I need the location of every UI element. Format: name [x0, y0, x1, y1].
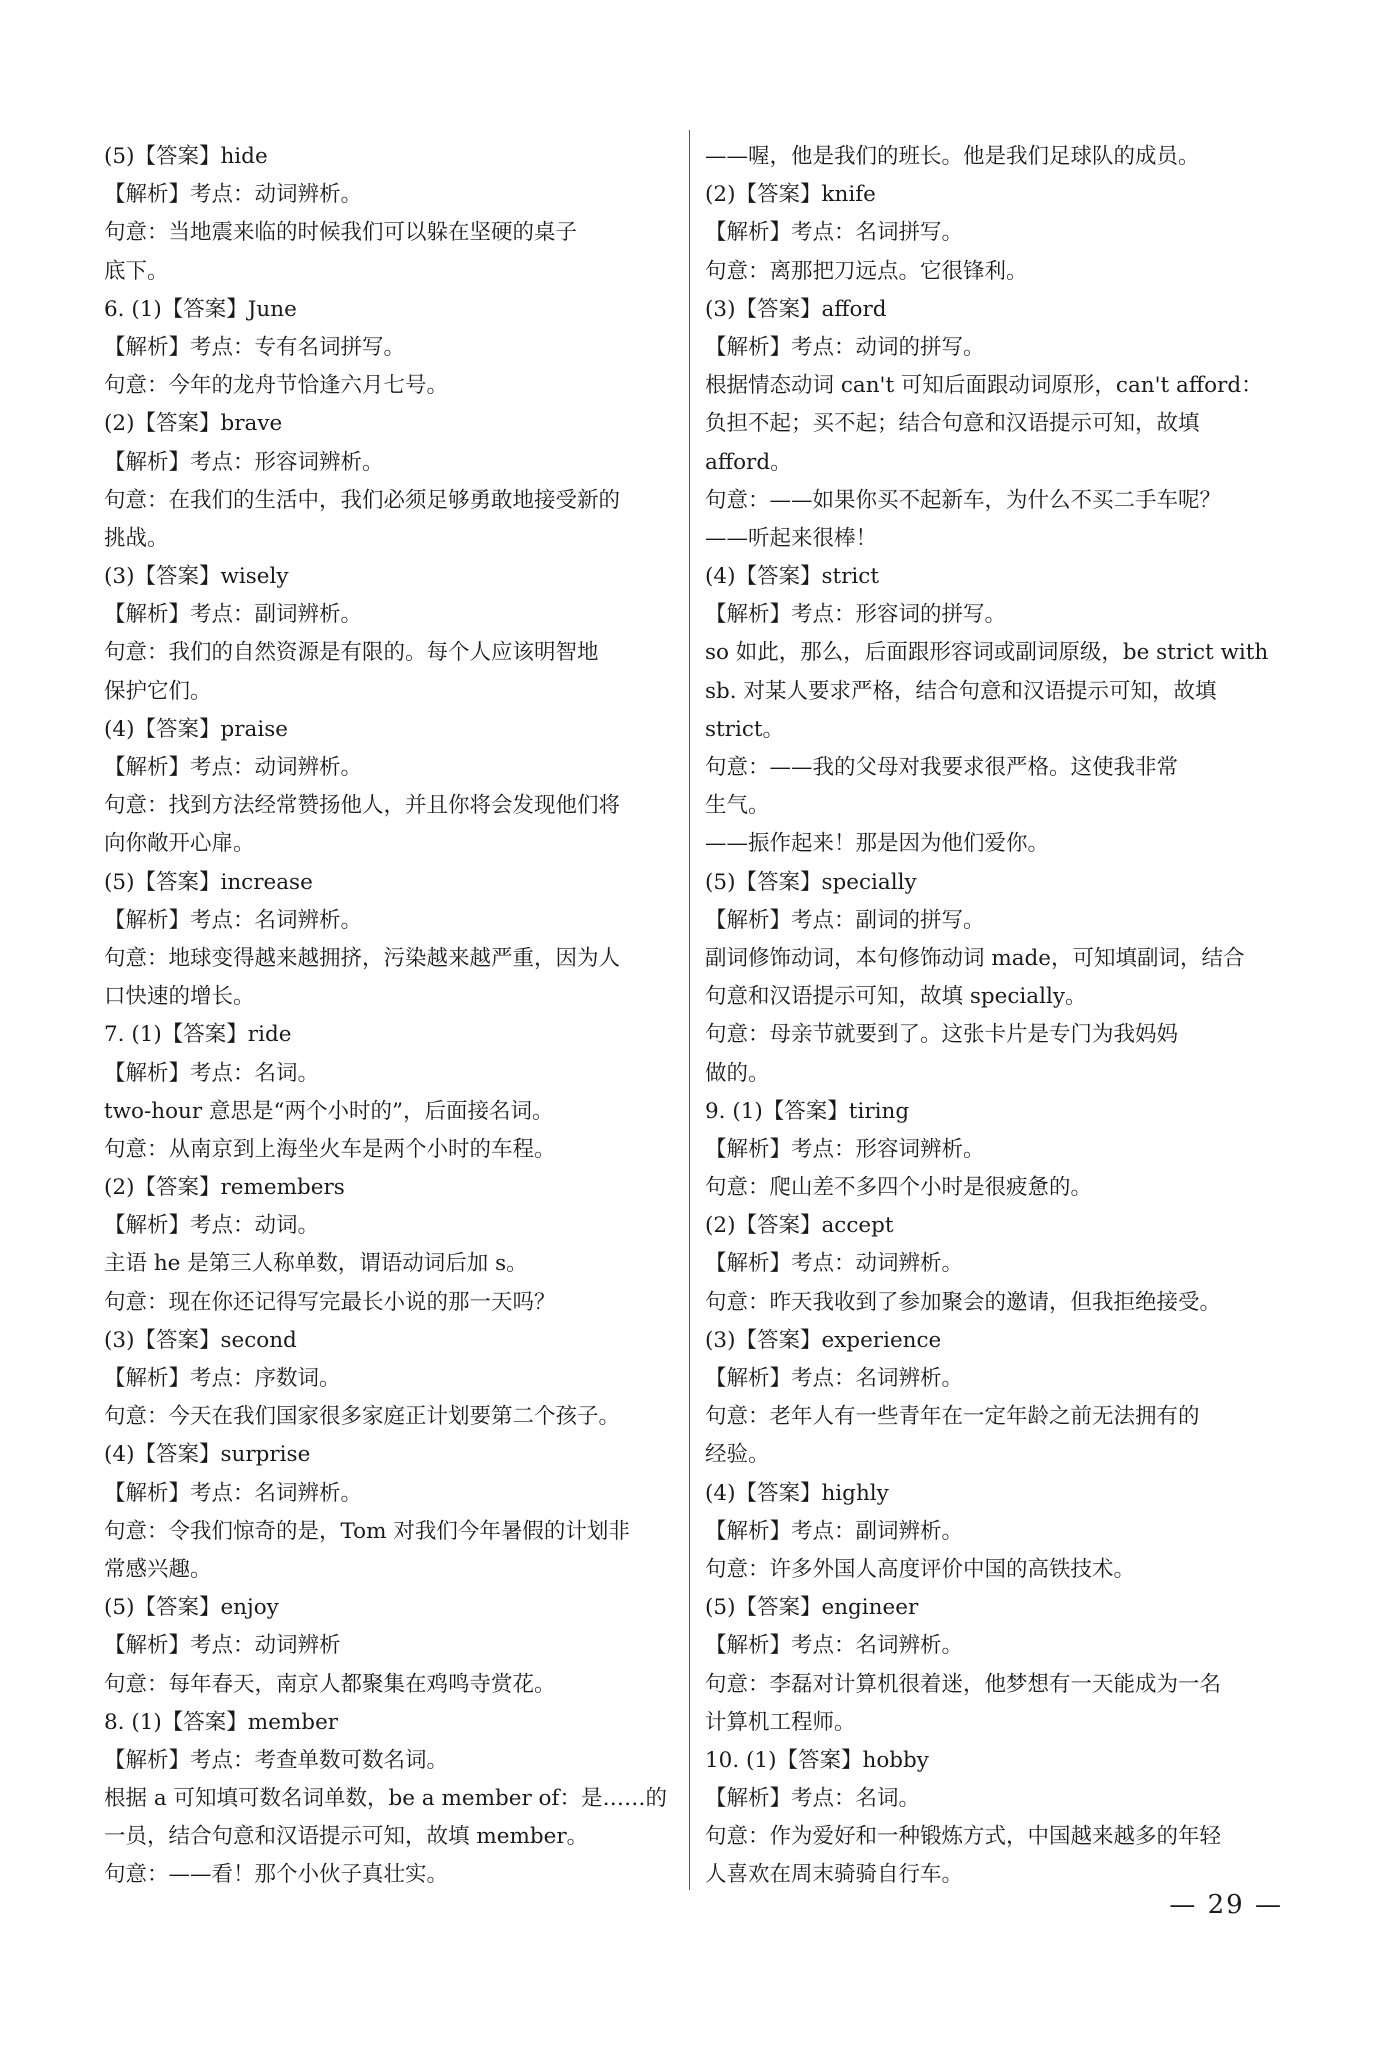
text-line: 保护它们。: [104, 678, 212, 704]
text-line: 句意：找到方法经常赞扬他人，并且你将会发现他们将: [104, 793, 621, 819]
text-line: 【解析】考点：形容词的拼写。: [705, 602, 1007, 628]
text-line: 句意：在我们的生活中，我们必须足够勇敢地接受新的: [104, 487, 621, 513]
text-line: 句意：许多外国人高度评价中国的高铁技术。: [705, 1556, 1136, 1582]
text-line: 句意：作为爱好和一种锻炼方式，中国越来越多的年轻: [705, 1824, 1222, 1850]
text-line: 句意：爬山差不多四个小时是很疲惫的。: [705, 1175, 1093, 1201]
right-column: [705, 138, 1285, 1895]
text-line: 人喜欢在周末骑骑自行车。: [705, 1862, 964, 1888]
text-line: 【解析】考点：动词的拼写。: [705, 334, 985, 360]
text-line: 【解析】考点：名词辨析。: [705, 1633, 964, 1659]
text-line: (2)【答案】accept: [705, 1213, 894, 1239]
text-line: (5)【答案】specially: [705, 869, 917, 895]
text-line: 8. (1)【答案】member: [104, 1709, 339, 1735]
text-line: sb. 对某人要求严格，结合句意和汉语提示可知，故填: [705, 678, 1217, 704]
text-line: afford。: [705, 449, 792, 475]
text-line: (5)【答案】enjoy: [104, 1595, 279, 1621]
text-line: 【解析】考点：副词辨析。: [104, 602, 363, 628]
text-line: 【解析】考点：专有名词拼写。: [104, 334, 406, 360]
text-line: 计算机工程师。: [705, 1709, 856, 1735]
text-line: 【解析】考点：副词的拼写。: [705, 907, 985, 933]
text-line: 向你敞开心扉。: [104, 831, 255, 857]
text-line: 【解析】考点：序数词。: [104, 1366, 341, 1391]
text-line: 句意：今年的龙舟节恰逢六月七号。: [104, 373, 449, 399]
text-line: (4)【答案】strict: [705, 564, 879, 590]
text-line: 句意：李磊对计算机很着迷，他梦想有一天能成为一名: [705, 1671, 1222, 1697]
text-line: 【解析】考点：考查单数可数名词。: [104, 1747, 449, 1773]
text-line: 底下。: [104, 258, 169, 284]
text-line: (4)【答案】highly: [705, 1480, 889, 1506]
text-line: 一员，结合句意和汉语提示可知，故填 member。: [104, 1824, 589, 1850]
text-line: 句意：当地震来临的时候我们可以躲在坚硬的桌子: [104, 220, 578, 246]
text-line: ——振作起来！那是因为他们爱你。: [705, 831, 1050, 857]
text-line: 【解析】考点：动词辨析。: [104, 755, 363, 780]
text-line: 副词修饰动词，本句修饰动词 made，可知填副词，结合: [705, 945, 1245, 971]
text-line: (3)【答案】afford: [705, 296, 887, 322]
text-line: (4)【答案】surprise: [104, 1442, 311, 1468]
text-line: 句意：现在你还记得写完最长小说的那一天吗？: [104, 1289, 556, 1315]
text-line: strict。: [705, 716, 785, 742]
text-line: 常感兴趣。: [104, 1556, 212, 1582]
text-line: 【解析】考点：名词辨析。: [104, 1480, 363, 1506]
text-line: 句意：我们的自然资源是有限的。每个人应该明智地: [104, 640, 599, 666]
text-line: (5)【答案】engineer: [705, 1595, 919, 1621]
text-line: 根据 a 可知填可数名词单数，be a member of：是……的: [104, 1786, 667, 1812]
text-line: 【解析】考点：名词拼写。: [705, 220, 964, 246]
text-line: 句意：离那把刀远点。它很锋利。: [705, 258, 1028, 284]
text-line: 句意：——看！那个小伙子真壮实。: [104, 1862, 449, 1888]
text-line: 句意：地球变得越来越拥挤，污染越来越严重，因为人: [104, 945, 621, 971]
text-line: 【解析】考点：名词辨析。: [705, 1366, 964, 1391]
text-line: (2)【答案】brave: [104, 411, 283, 437]
text-line: 句意：今天在我们国家很多家庭正计划要第二个孩子。: [104, 1404, 621, 1430]
text-line: 9. (1)【答案】tiring: [705, 1098, 910, 1124]
text-line: two-hour 意思是“两个小时的”，后面接名词。: [104, 1098, 554, 1124]
column-divider: [689, 130, 690, 1890]
text-line: 【解析】考点：副词辨析。: [705, 1518, 964, 1544]
text-line: ——听起来很棒！: [705, 525, 878, 551]
text-line: 句意：从南京到上海坐火车是两个小时的车程。: [104, 1136, 556, 1162]
text-line: (5)【答案】increase: [104, 869, 313, 895]
text-line: ——喔，他是我们的班长。他是我们足球队的成员。: [705, 144, 1200, 169]
text-line: 【解析】考点：动词辨析。: [705, 1251, 964, 1277]
text-line: 【解析】考点：动词辨析。: [104, 182, 363, 208]
text-line: (2)【答案】remembers: [104, 1175, 345, 1201]
text-line: 生气。: [705, 793, 770, 819]
page-number: — 29 —: [1169, 1890, 1283, 1920]
text-line: 句意：每年春天，南京人都聚集在鸡鸣寺赏花。: [104, 1671, 556, 1697]
text-line: 句意：——我的父母对我要求很严格。这使我非常: [705, 755, 1179, 780]
text-line: 【解析】考点：名词。: [104, 1060, 320, 1086]
text-line: 挑战。: [104, 525, 169, 551]
left-column: [104, 138, 684, 1895]
text-line: (3)【答案】second: [104, 1327, 297, 1353]
text-line: 6. (1)【答案】June: [104, 296, 297, 322]
text-line: (3)【答案】wisely: [104, 564, 289, 590]
text-line: 主语 he 是第三人称单数，谓语动词后加 s。: [104, 1251, 528, 1277]
text-line: 口快速的增长。: [104, 984, 255, 1010]
text-line: 【解析】考点：形容词辨析。: [705, 1136, 985, 1162]
text-line: 【解析】考点：动词。: [104, 1213, 320, 1239]
text-line: 【解析】考点：名词。: [705, 1786, 921, 1812]
text-line: 做的。: [705, 1060, 770, 1086]
text-line: 句意：老年人有一些青年在一定年龄之前无法拥有的: [705, 1404, 1200, 1430]
text-line: 7. (1)【答案】ride: [104, 1022, 292, 1048]
text-line: 【解析】考点：名词辨析。: [104, 907, 363, 933]
text-line: (2)【答案】knife: [705, 182, 876, 208]
text-line: 句意：令我们惊奇的是，Tom 对我们今年暑假的计划非: [104, 1518, 630, 1544]
text-line: 【解析】考点：形容词辨析。: [104, 449, 384, 475]
text-line: 【解析】考点：动词辨析: [104, 1633, 341, 1659]
text-line: 10. (1)【答案】hobby: [705, 1747, 929, 1773]
text-line: (4)【答案】praise: [104, 716, 288, 742]
text-line: 句意：——如果你买不起新车，为什么不买二手车呢？: [705, 487, 1222, 513]
text-line: (3)【答案】experience: [705, 1327, 942, 1353]
text-line: 句意和汉语提示可知，故填 specially。: [705, 984, 1087, 1010]
text-line: 经验。: [705, 1442, 770, 1468]
text-line: 根据情态动词 can't 可知后面跟动词原形，can't afford：: [705, 373, 1263, 399]
text-line: so 如此，那么，后面跟形容词或副词原级，be strict with: [705, 640, 1269, 666]
text-line: (5)【答案】hide: [104, 144, 268, 169]
text-line: 负担不起；买不起；结合句意和汉语提示可知，故填: [705, 411, 1200, 437]
text-line: 句意：母亲节就要到了。这张卡片是专门为我妈妈: [705, 1022, 1179, 1048]
text-line: 句意：昨天我收到了参加聚会的邀请，但我拒绝接受。: [705, 1289, 1222, 1315]
